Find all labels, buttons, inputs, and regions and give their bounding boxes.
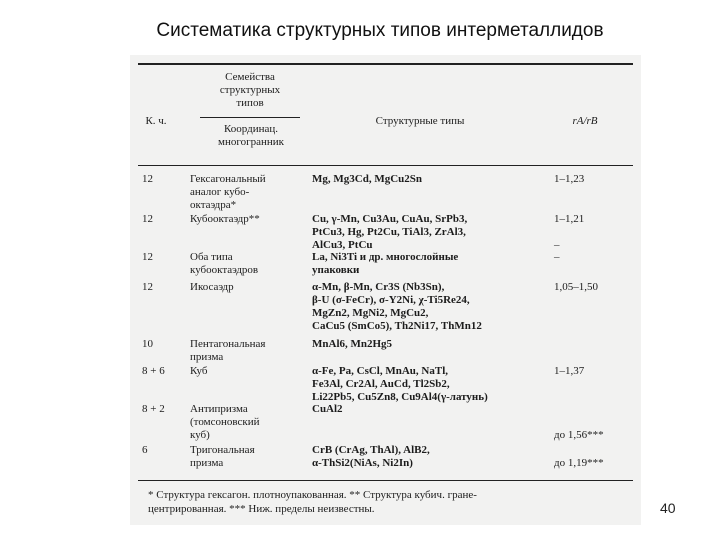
row-family-line: Оба типа xyxy=(190,251,233,263)
row-kch: 12 xyxy=(142,281,153,293)
row-kch: 12 xyxy=(142,251,153,263)
row-family-line: кубооктаэдров xyxy=(190,264,259,276)
row-types-line: Cu, γ-Mn, Cu3Au, CuAu, SrPb3, xyxy=(312,213,468,225)
row-types-line: Mg, Mg3Cd, MgCu2Sn xyxy=(312,173,423,185)
row-family-line: (томсоновский xyxy=(190,416,260,428)
row-kch: 12 xyxy=(142,173,153,185)
row-ratio-line: до 1,56*** xyxy=(554,429,604,441)
row-ratio-line: – xyxy=(554,251,560,263)
row-types-line: La, Ni3Ti и др. многослойные xyxy=(312,251,459,263)
row-kch: 10 xyxy=(142,338,153,350)
row-kch: 8 + 6 xyxy=(142,365,165,377)
page-number: 40 xyxy=(660,500,676,516)
table-top-rule xyxy=(138,63,633,65)
row-family-line: Тригональная xyxy=(190,444,255,456)
row-types-line: CaCu5 (SmCo5), Th2Ni17, ThMn12 xyxy=(312,320,482,332)
row-family-line: Куб xyxy=(190,365,208,377)
row-family-line: куб) xyxy=(190,429,210,441)
row-types-line: упаковки xyxy=(312,264,360,276)
header-types: Структурные типы xyxy=(375,115,465,127)
row-ratio-line: до 1,19*** xyxy=(554,457,604,469)
row-types-line: AlCu3, PtCu xyxy=(312,239,373,251)
row-types-line: Li22Pb5, Cu5Zn8, Cu9Al4(γ-латунь) xyxy=(312,391,488,403)
row-family-line: призма xyxy=(190,351,224,363)
row-family-line: Кубооктаэдр** xyxy=(190,213,260,225)
row-types-line: CrB (CrAg, ThAl), AlB2, xyxy=(312,444,430,456)
table-bottom-rule xyxy=(138,480,633,481)
row-kch: 6 xyxy=(142,444,148,456)
row-kch: 12 xyxy=(142,213,153,225)
row-types-line: PtCu3, Hg, Pt2Cu, TiAl3, ZrAl3, xyxy=(312,226,466,238)
row-ratio-line: 1–1,21 xyxy=(554,213,585,225)
header-ratio: rA/rB xyxy=(572,115,598,127)
row-family-line: призма xyxy=(190,457,224,469)
row-types-line: α-Mn, β-Mn, Cr3S (Nb3Sn), xyxy=(312,281,445,293)
row-ratio-line: 1,05–1,50 xyxy=(554,281,598,293)
row-types-line: α-Fe, Pa, CsCl, MnAu, NaTl, xyxy=(312,365,448,377)
row-types-line: α-ThSi2(NiAs, Ni2In) xyxy=(312,457,413,469)
row-family-line: аналог кубо- xyxy=(190,186,250,198)
row-ratio-line: 1–1,37 xyxy=(554,365,585,377)
row-types-line: Fe3Al, Cr2Al, AuCd, Tl2Sb2, xyxy=(312,378,450,390)
row-types-line: β-U (σ-FeCr), σ-Y2Ni, χ-Ti5Re24, xyxy=(312,294,470,306)
row-ratio-line: – xyxy=(554,239,560,251)
header-kch: К. ч. xyxy=(145,115,167,127)
row-types-line: MgZn2, MgNi2, MgCu2, xyxy=(312,307,429,319)
footnote-line-2: центрированная. *** Ниж. пределы неизвестны. xyxy=(148,503,375,515)
header-divider xyxy=(200,117,300,118)
row-types-line: MnAl6, Mn2Hg5 xyxy=(312,338,393,350)
row-family-line: Антипризма xyxy=(190,403,248,415)
row-family-line: октаэдра* xyxy=(190,199,237,211)
header-bottom-rule xyxy=(138,165,633,166)
row-family-line: Икосаэдр xyxy=(190,281,234,293)
header-polyhedron: Координац. многогранник xyxy=(218,123,284,148)
scanned-table xyxy=(130,55,641,525)
header-family: Семейства структурных типов xyxy=(219,71,281,109)
row-family-line: Пентагональная xyxy=(190,338,266,350)
row-types-line: CuAl2 xyxy=(312,403,343,415)
row-family-line: Гексагональный xyxy=(190,173,266,185)
footnote-line-1: * Структура гексагон. плотноупакованная. ** Структура кубич. гране- xyxy=(148,489,477,501)
row-kch: 8 + 2 xyxy=(142,403,165,415)
slide-title: Систематика структурных типов интерметаллидов xyxy=(156,20,604,41)
row-ratio-line: 1–1,23 xyxy=(554,173,585,185)
